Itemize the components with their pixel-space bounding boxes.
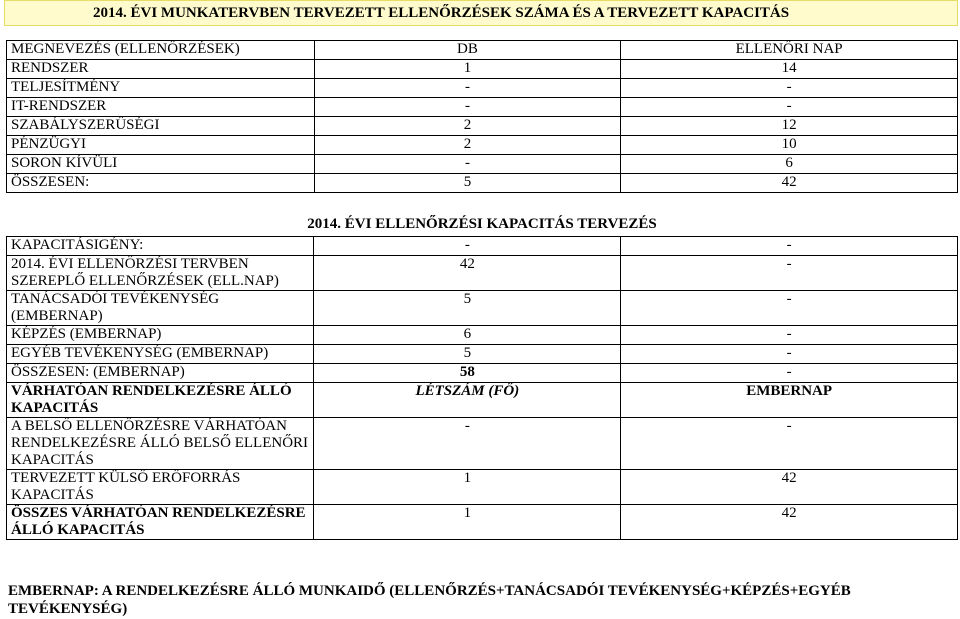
row-db: 5 <box>314 174 621 193</box>
row-nap: - <box>621 79 958 98</box>
table-row <box>7 98 958 117</box>
table-row <box>7 60 958 79</box>
row-label: TANÁCSADÓI TEVÉKENYSÉG (EMBERNAP) <box>7 291 314 326</box>
row-value-1: 5 <box>314 291 621 326</box>
row-value-2: - <box>621 345 958 364</box>
row-value-1: 1 <box>314 470 621 505</box>
row-value-2: - <box>621 291 958 326</box>
row-value-1: 42 <box>314 256 621 291</box>
row-nap: - <box>621 98 958 117</box>
row-name: ÖSSZESEN: <box>7 174 315 193</box>
row-name: TELJESÍTMÉNY <box>7 79 315 98</box>
row-name: IT-RENDSZER <box>7 98 315 117</box>
row-nap: 14 <box>621 60 958 79</box>
table-row <box>7 326 958 345</box>
row-label: A BELSŐ ELLENŐRZÉSRE VÁRHATÓAN RENDELKEZÉSRE ÁLLÓ BELSŐ ELLENŐRI KAPACITÁS <box>7 418 314 470</box>
row-label: EGYÉB TEVÉKENYSÉG (EMBERNAP) <box>7 345 314 364</box>
row-value-2: - <box>621 326 958 345</box>
table-row <box>7 345 958 364</box>
table-total-row <box>7 174 958 193</box>
row-value-2: - <box>621 418 958 470</box>
row-db: 2 <box>314 117 621 136</box>
row-nap: 6 <box>621 155 958 174</box>
header-db: DB <box>314 41 621 60</box>
available-header-headcount: LÉTSZÁM (FŐ) <box>314 383 621 418</box>
row-label: ÖSSZES VÁRHATÓAN RENDELKEZÉSRE ÁLLÓ KAPACITÁS <box>7 505 314 540</box>
table-row <box>7 256 958 291</box>
capacity-table <box>6 236 958 540</box>
row-value-1: 6 <box>314 326 621 345</box>
table-total-row <box>7 505 958 540</box>
capacity-available-header-row <box>7 383 958 418</box>
row-nap: 10 <box>621 136 958 155</box>
available-header-label: VÁRHATÓAN RENDELKEZÉSRE ÁLLÓ KAPACITÁS <box>7 383 314 418</box>
row-value-1: 5 <box>314 345 621 364</box>
row-db: - <box>314 79 621 98</box>
row-label: ÖSSZESEN: (EMBERNAP) <box>7 364 314 383</box>
table-row <box>7 136 958 155</box>
row-name: PÉNZÜGYI <box>7 136 315 155</box>
row-value-2: - <box>621 237 958 256</box>
row-db: - <box>314 98 621 117</box>
capacity-need-header-row <box>7 237 958 256</box>
document-title: 2014. ÉVI MUNKATERVBEN TERVEZETT ELLENŐRZÉSEK SZÁMA ÉS A TERVEZETT KAPACITÁS <box>93 5 790 21</box>
row-db: 1 <box>314 60 621 79</box>
table-row <box>7 79 958 98</box>
row-label: KAPACITÁSIGÉNY: <box>7 237 314 256</box>
row-db: - <box>314 155 621 174</box>
row-value-1: - <box>314 418 621 470</box>
row-value-1: 58 <box>314 364 621 383</box>
row-name: SZABÁLYSZERŰSÉGI <box>7 117 315 136</box>
capacity-section-title: 2014. ÉVI ELLENŐRZÉSI KAPACITÁS TERVEZÉS <box>307 216 657 232</box>
row-label: KÉPZÉS (EMBERNAP) <box>7 326 314 345</box>
row-value-2: - <box>621 256 958 291</box>
row-name: RENDSZER <box>7 60 315 79</box>
row-label: TERVEZETT KÜLSŐ ERŐFORRÁS KAPACITÁS <box>7 470 314 505</box>
row-value-2: 42 <box>621 505 958 540</box>
row-value-1: - <box>314 237 621 256</box>
available-header-mandays: EMBERNAP <box>621 383 958 418</box>
row-value-1: 1 <box>314 505 621 540</box>
footnote: EMBERNAP: A RENDELKEZÉSRE ÁLLÓ MUNKAIDŐ (ELLENŐRZÉS+TANÁCSADÓI TEVÉKENYSÉG+KÉPZÉS+EGYÉB TEVÉKENYSÉG) <box>8 583 851 617</box>
table-row <box>7 155 958 174</box>
header-nap: ELLENŐRI NAP <box>621 41 958 60</box>
header-name: MEGNEVEZÉS (ELLENŐRZÉSEK) <box>7 41 315 60</box>
table-row <box>7 117 958 136</box>
table-row <box>7 418 958 470</box>
table-header-row <box>7 41 958 60</box>
table-total-row <box>7 364 958 383</box>
inspections-table <box>6 40 958 193</box>
row-value-2: - <box>621 364 958 383</box>
row-nap: 12 <box>621 117 958 136</box>
row-nap: 42 <box>621 174 958 193</box>
row-db: 2 <box>314 136 621 155</box>
table-row <box>7 470 958 505</box>
row-value-2: 42 <box>621 470 958 505</box>
title-bar <box>4 0 958 26</box>
row-label: 2014. ÉVI ELLENŐRZÉSI TERVBEN SZEREPLŐ ELLENŐRZÉSEK (ELL.NAP) <box>7 256 314 291</box>
table-row <box>7 291 958 326</box>
row-name: SORON KÍVÜLI <box>7 155 315 174</box>
